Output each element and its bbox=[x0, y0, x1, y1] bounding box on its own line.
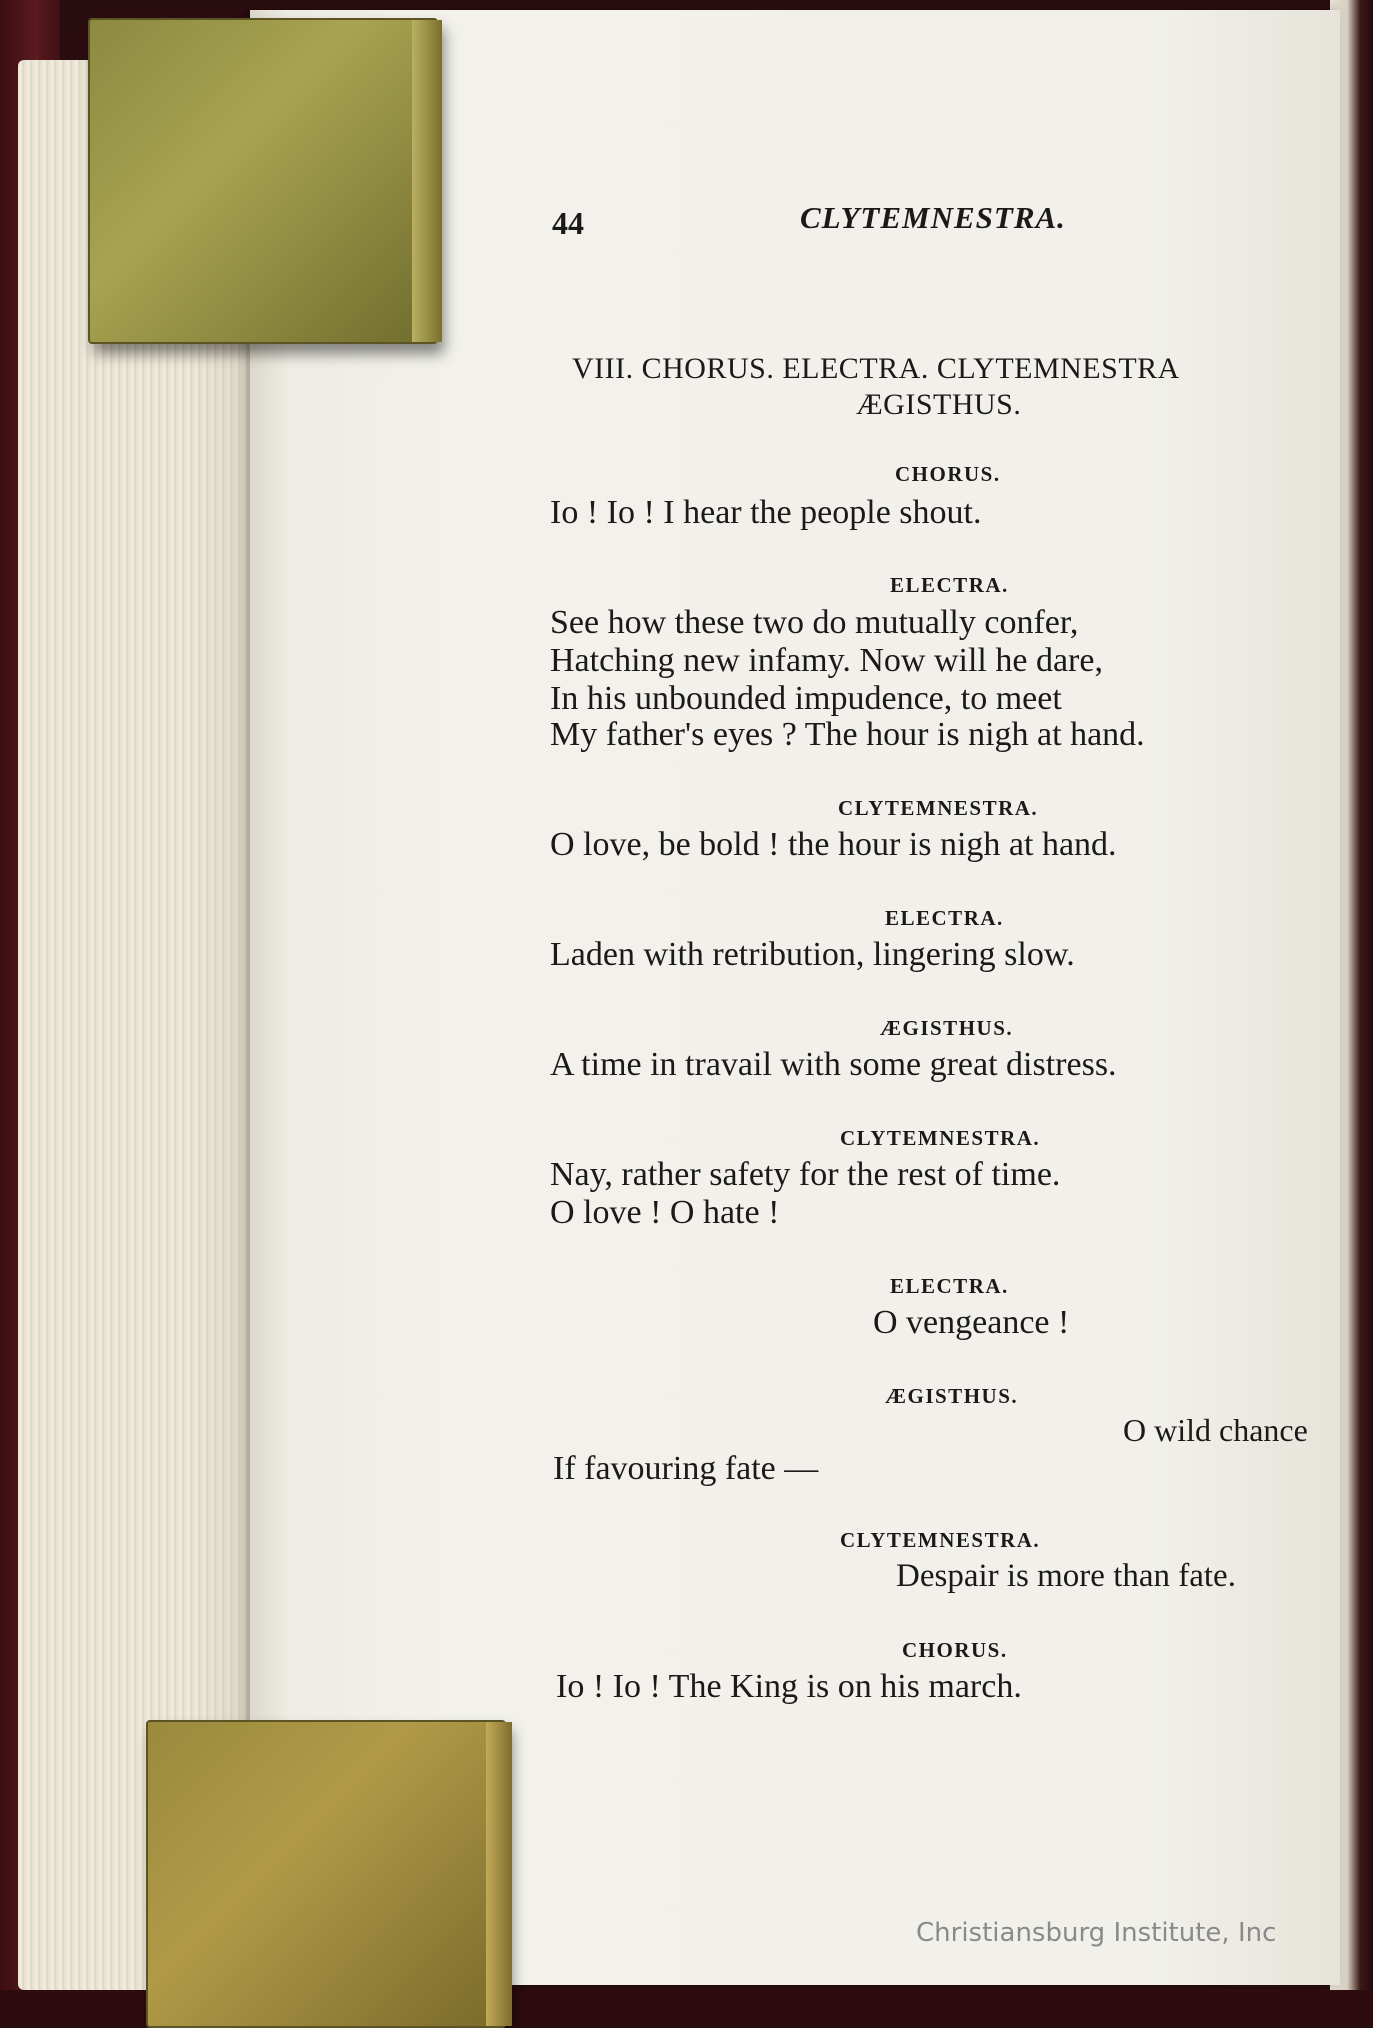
verse-line: If favouring fate — bbox=[553, 1450, 819, 1487]
speaker-label: CHORUS. bbox=[902, 1638, 1008, 1662]
verse-line: A time in travail with some great distress. bbox=[550, 1046, 1117, 1083]
verse-line: O wild chance bbox=[1123, 1412, 1308, 1448]
verse-line: See how these two do mutually confer, bbox=[550, 604, 1079, 641]
verse-line: Laden with retribution, lingering slow. bbox=[550, 936, 1075, 973]
watermark: Christiansburg Institute, Inc bbox=[916, 1918, 1277, 1948]
verse-line: Hatching new infamy. Now will he dare, bbox=[550, 642, 1103, 679]
brass-clasp-bottom bbox=[146, 1720, 506, 2028]
verse-line: O love, be bold ! the hour is nigh at hand. bbox=[550, 826, 1117, 863]
speaker-label: ÆGISTHUS. bbox=[885, 1384, 1019, 1408]
verse-line: In his unbounded impudence, to meet bbox=[550, 680, 1062, 717]
speaker-label: ELECTRA. bbox=[890, 573, 1009, 597]
speaker-label: ÆGISTHUS. bbox=[880, 1016, 1014, 1040]
verse-line: Io ! Io ! The King is on his march. bbox=[556, 1668, 1022, 1705]
verse-line: Despair is more than fate. bbox=[896, 1558, 1236, 1594]
brass-clasp-top bbox=[88, 18, 438, 344]
running-title: CLYTEMNESTRA. bbox=[800, 200, 1066, 235]
speaker-label: ELECTRA. bbox=[890, 1274, 1009, 1298]
speaker-label: CLYTEMNESTRA. bbox=[840, 1126, 1041, 1150]
scene-heading: VIII. CHORUS. ELECTRA. CLYTEMNESTRA bbox=[572, 352, 1180, 385]
verse-line: O love ! O hate ! bbox=[550, 1194, 780, 1231]
speaker-label: CLYTEMNESTRA. bbox=[838, 796, 1039, 820]
speaker-label: CLYTEMNESTRA. bbox=[840, 1528, 1041, 1552]
speaker-label: CHORUS. bbox=[895, 462, 1001, 486]
verse-line: O vengeance ! bbox=[873, 1304, 1070, 1341]
scene-heading-continued: ÆGISTHUS. bbox=[856, 388, 1022, 421]
speaker-label: ELECTRA. bbox=[885, 906, 1004, 930]
verse-line: Io ! Io ! I hear the people shout. bbox=[550, 494, 982, 531]
page-number: 44 bbox=[552, 205, 584, 241]
verse-line: Nay, rather safety for the rest of time. bbox=[550, 1156, 1061, 1193]
verse-line: My father's eyes ? The hour is nigh at hand. bbox=[550, 716, 1145, 753]
